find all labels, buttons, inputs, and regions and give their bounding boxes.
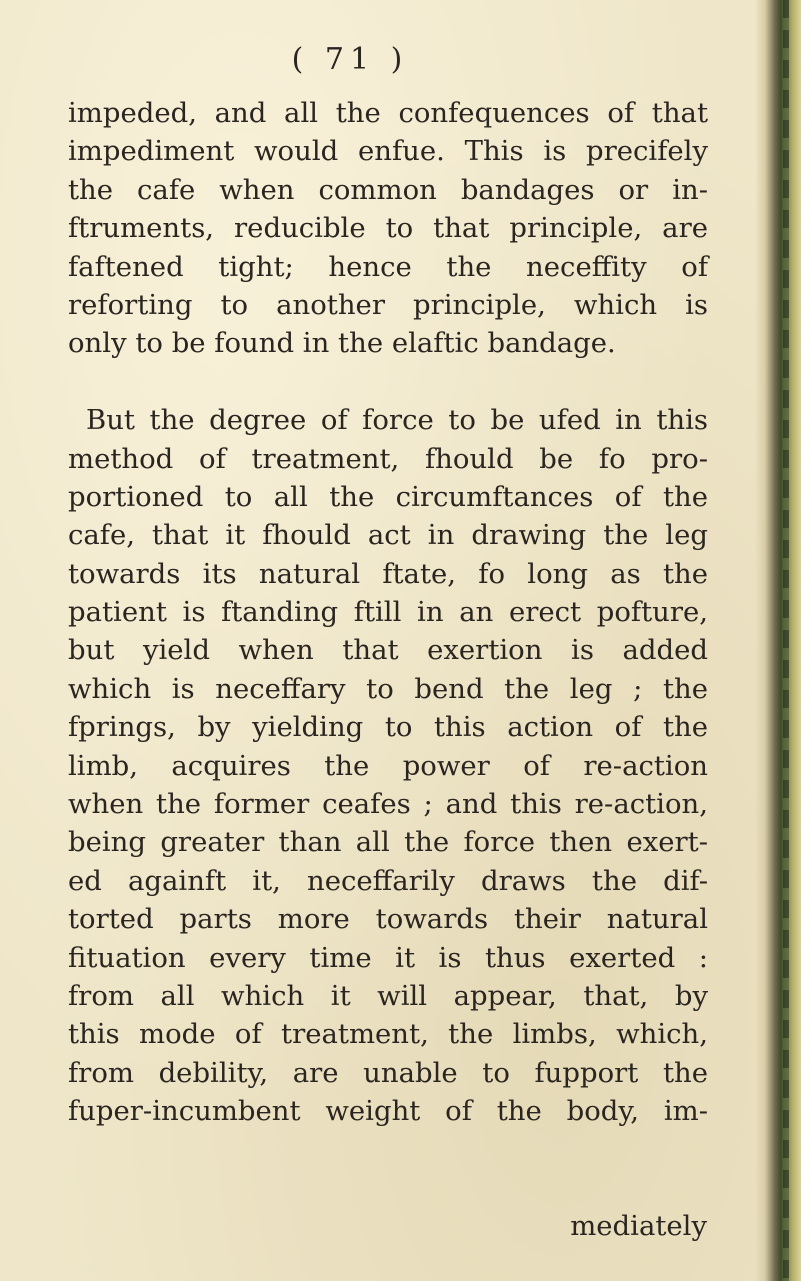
page-number: ( 71 ) xyxy=(291,42,409,77)
text-line: towards its natural ftate, fo long as the xyxy=(68,557,708,590)
text-line: only to be found in the elaftic bandage. xyxy=(68,327,616,360)
text-line: method of treatment, fhould be fo pro- xyxy=(68,442,708,475)
text-line: limb, acquires the power of re-action xyxy=(68,749,708,782)
text-line: patient is ftanding ftill in an erect pofture, xyxy=(68,596,708,629)
catchword: mediately xyxy=(570,1210,707,1242)
text-line: portioned to all the circumftances of the xyxy=(68,480,708,513)
text-line: the cafe when common bandages or in- xyxy=(68,173,708,206)
text-line: torted parts more towards their natural xyxy=(68,903,708,936)
text-line: faftened tight; hence the neceffity of xyxy=(68,250,708,283)
body-text xyxy=(68,94,708,1131)
text-line: But the degree of force to be ufed in this xyxy=(86,404,708,437)
text-line: ed againft it, neceffarily draws the dif- xyxy=(68,864,708,897)
text-line: fprings, by yielding to this action of the xyxy=(68,711,708,744)
text-line: when the former ceafes ; and this re-action, xyxy=(68,788,708,821)
text-line: ftruments, reducible to that principle, are xyxy=(68,212,708,245)
text-line: but yield when that exertion is added xyxy=(68,634,708,667)
text-line: reforting to another principle, which is xyxy=(68,288,708,321)
text-line: this mode of treatment, the limbs, which, xyxy=(68,1018,708,1051)
text-line: impediment would enfue. This is precifely xyxy=(68,135,708,168)
text-line: cafe, that it fhould act in drawing the leg xyxy=(68,519,708,552)
text-line: being greater than all the force then exert- xyxy=(68,826,708,859)
paragraph-gap xyxy=(68,363,708,401)
text-line: which is neceffary to bend the leg ; the xyxy=(68,672,708,705)
text-line: impeded, and all the confequences of that xyxy=(68,97,708,129)
text-line: from debility, are unable to fupport the xyxy=(68,1056,708,1089)
binding-edge-stripe xyxy=(783,0,789,1281)
text-line: from all which it will appear, that, by xyxy=(68,979,708,1012)
text-line: fituation every time it is thus exerted : xyxy=(68,941,708,974)
text-line: fuper-incumbent weight of the body, im- xyxy=(68,1095,708,1128)
page-gutter-edge xyxy=(755,0,801,1281)
